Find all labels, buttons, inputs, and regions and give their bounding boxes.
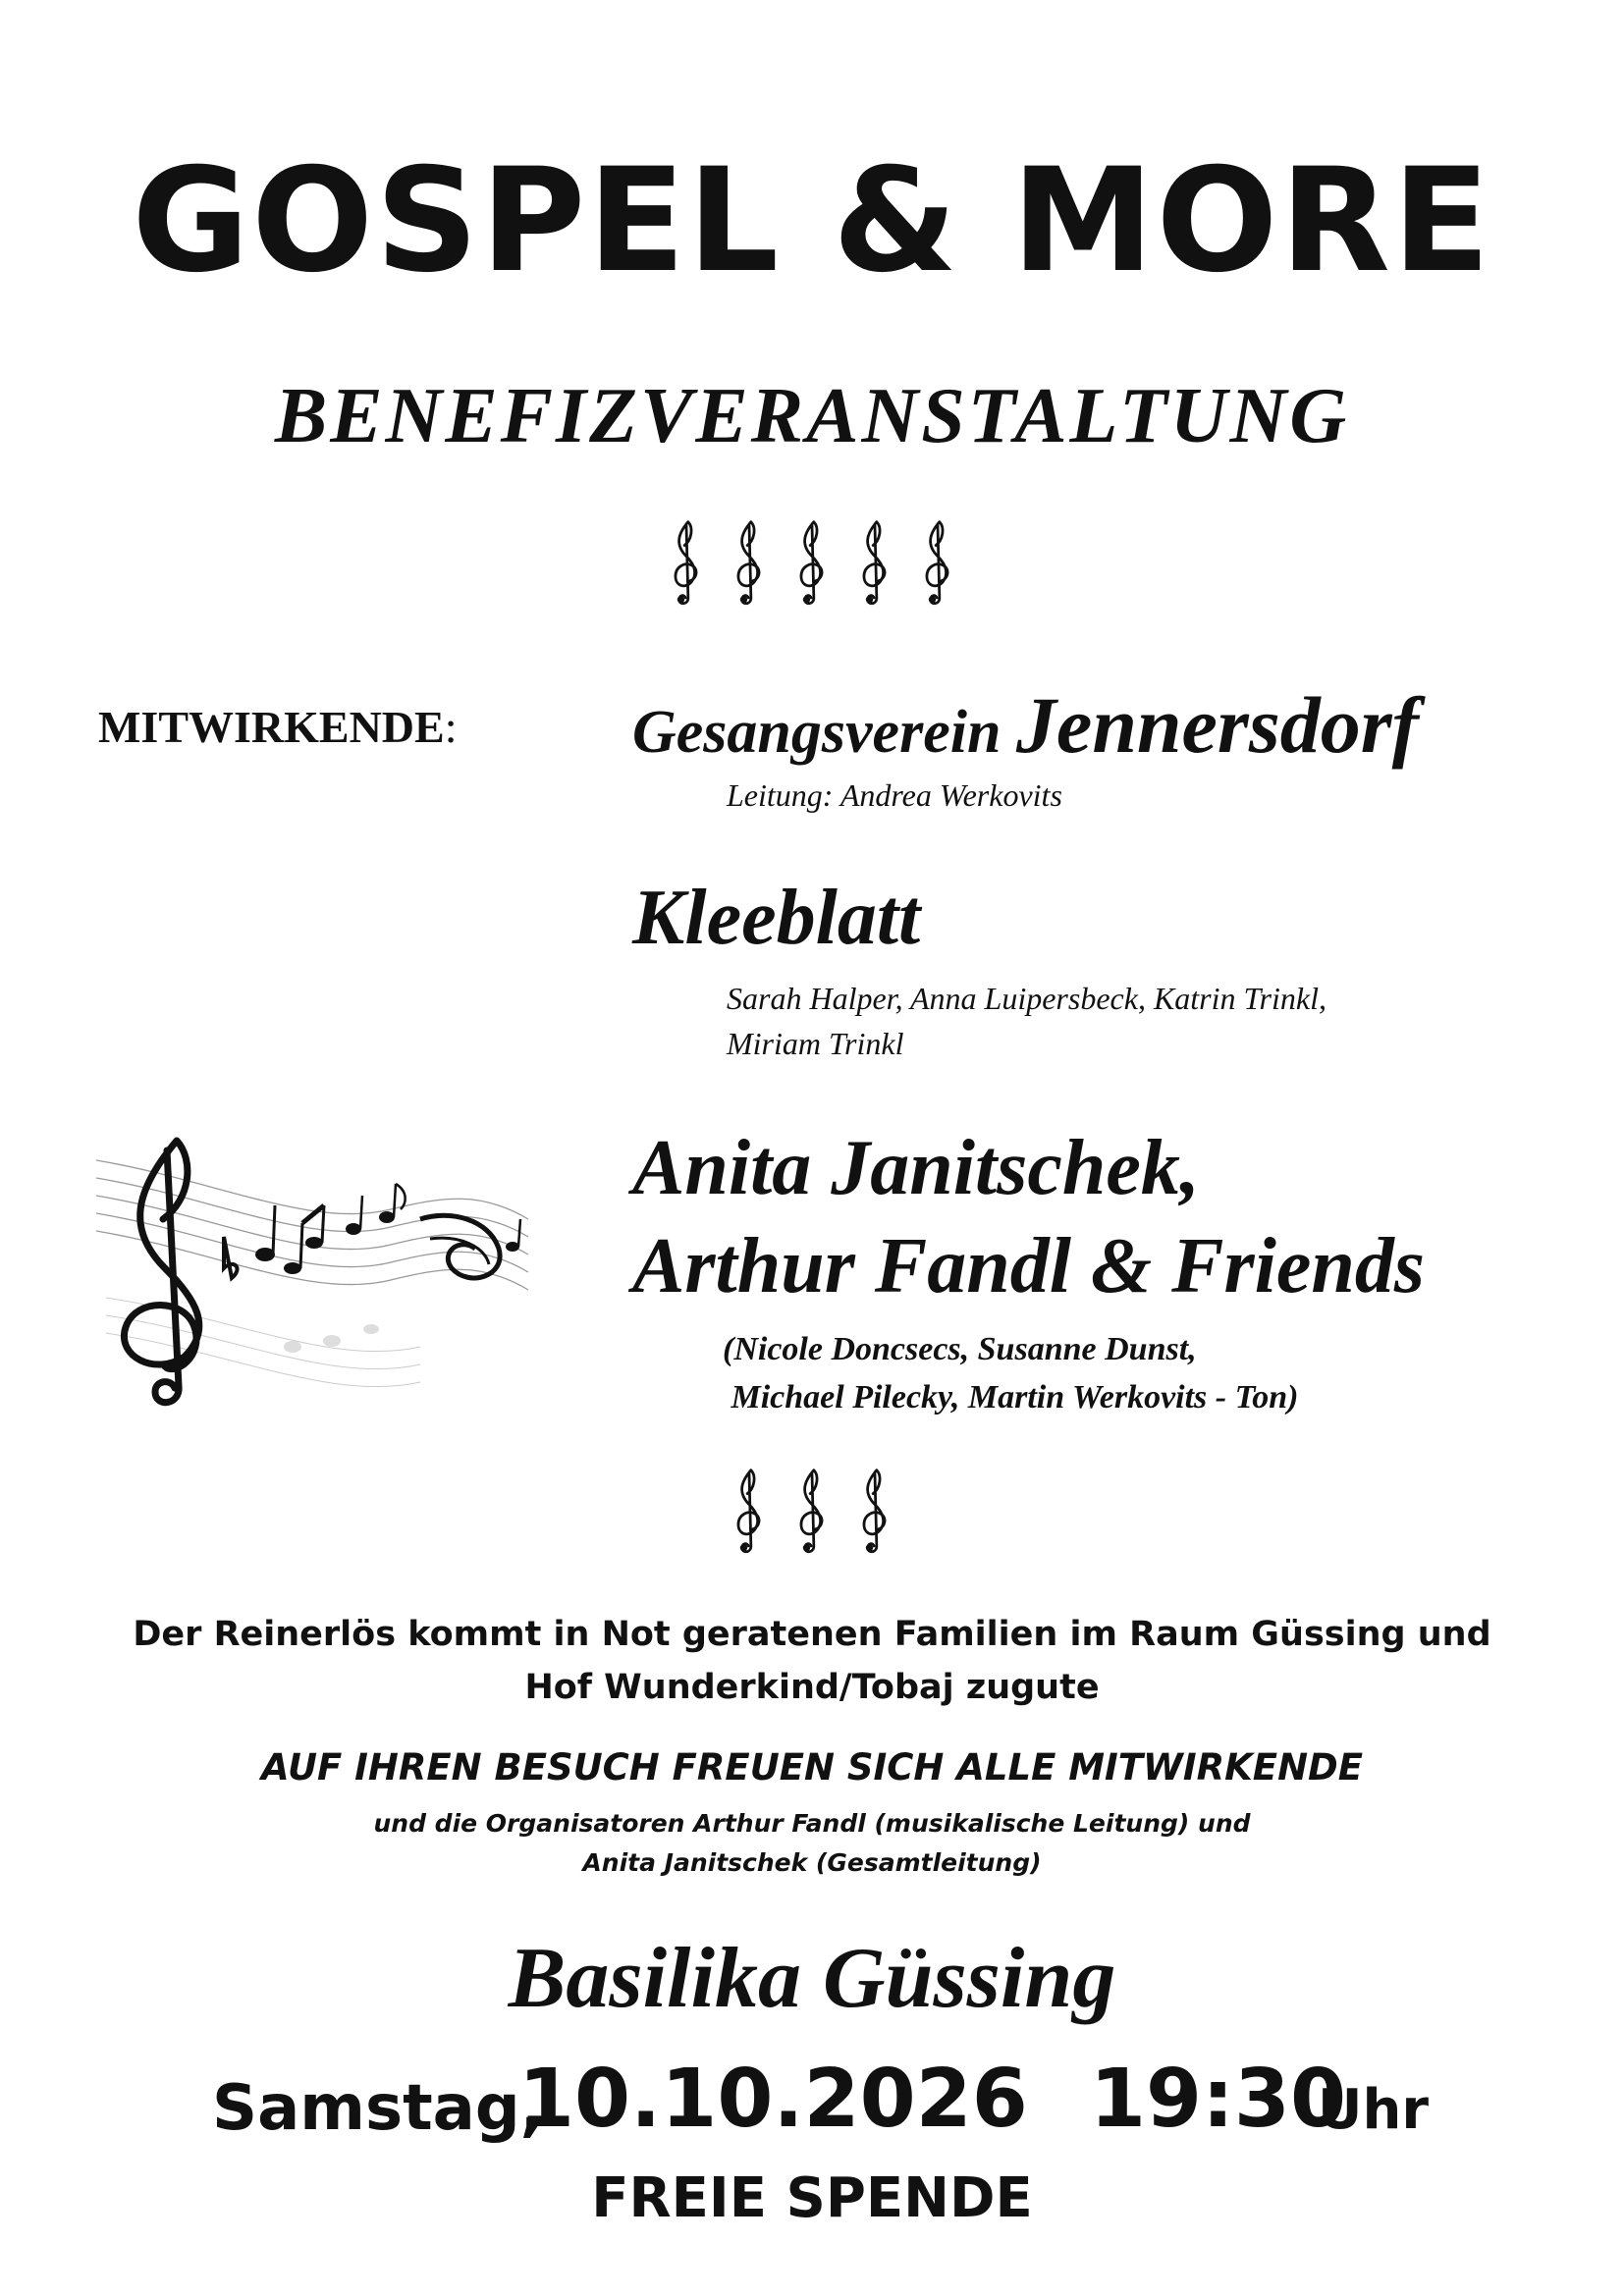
performers-label	[98, 702, 458, 752]
clef-row-top	[0, 518, 1624, 609]
group-2-members	[727, 976, 1326, 1067]
treble-clef-icon	[661, 518, 712, 609]
admission: FREIE SPENDE	[591, 2166, 1033, 2230]
treble-clef-icon	[912, 518, 963, 609]
group-2-member-line: Sarah Halper, Anna Luipersbeck, Katrin Trinkl,	[727, 981, 1326, 1016]
poster-subtitle: BENEFIZVERANSTALTUNG	[274, 373, 1350, 459]
group-3-member-line: (Nicole Doncsecs, Susanne Dunst,	[723, 1331, 1197, 1367]
treble-clef-icon	[849, 1467, 900, 1557]
group-name-3-line-1: Anita Janitschek,	[632, 1125, 1200, 1211]
group-name-1	[632, 680, 1419, 770]
treble-clef-icon	[849, 518, 900, 609]
event-time-unit: Uhr	[1318, 2078, 1429, 2142]
organizers-line: Anita Janitschek (Gesamtleitung)	[582, 1848, 1042, 1877]
performers-label-colon: :	[444, 702, 458, 752]
group-1-prefix: Gesangsverein	[632, 699, 1016, 766]
performers-label-text: MITWIRKENDE	[98, 702, 445, 752]
treble-clef-icon	[786, 1467, 838, 1557]
greeting: AUF IHREN BESUCH FREUEN SICH ALLE MITWIRKENDE	[260, 1746, 1364, 1789]
organizers-line: und die Organisatoren Arthur Fandl (musikalische Leitung) und	[373, 1809, 1251, 1838]
group-1-main: Jennersdorf	[1015, 680, 1419, 770]
group-3-member-line: Michael Pilecky, Martin Werkovits - Ton)	[723, 1379, 1299, 1416]
treble-clef-icon	[724, 1467, 775, 1557]
clef-row-middle	[0, 1467, 1624, 1557]
group-name-2: Kleeblatt	[632, 875, 921, 961]
event-time: 19:30	[1090, 2053, 1347, 2146]
poster-title: GOSPEL & MORE	[132, 137, 1492, 304]
organizers	[0, 1804, 1624, 1883]
group-name-3-line-2: Arthur Fandl & Friends	[632, 1223, 1425, 1309]
day-label: Samstag,	[212, 2072, 544, 2145]
music-notes-staff-icon	[96, 1121, 540, 1423]
treble-clef-icon	[724, 518, 775, 609]
group-3-members	[723, 1325, 1298, 1422]
group-2-member-line: Miriam Trinkl	[727, 1026, 904, 1062]
event-date: 10.10.2026	[518, 2053, 1028, 2146]
proceeds-note: Der Reinerlös kommt in Not geratenen Familien im Raum Güssing und Hof Wunderkind/Tobaj zugute	[133, 1615, 1491, 1708]
venue: Basilika Güssing	[508, 1931, 1116, 2026]
treble-clef-icon	[786, 518, 838, 609]
group-1-member: Leitung: Andrea Werkovits	[727, 777, 1062, 813]
